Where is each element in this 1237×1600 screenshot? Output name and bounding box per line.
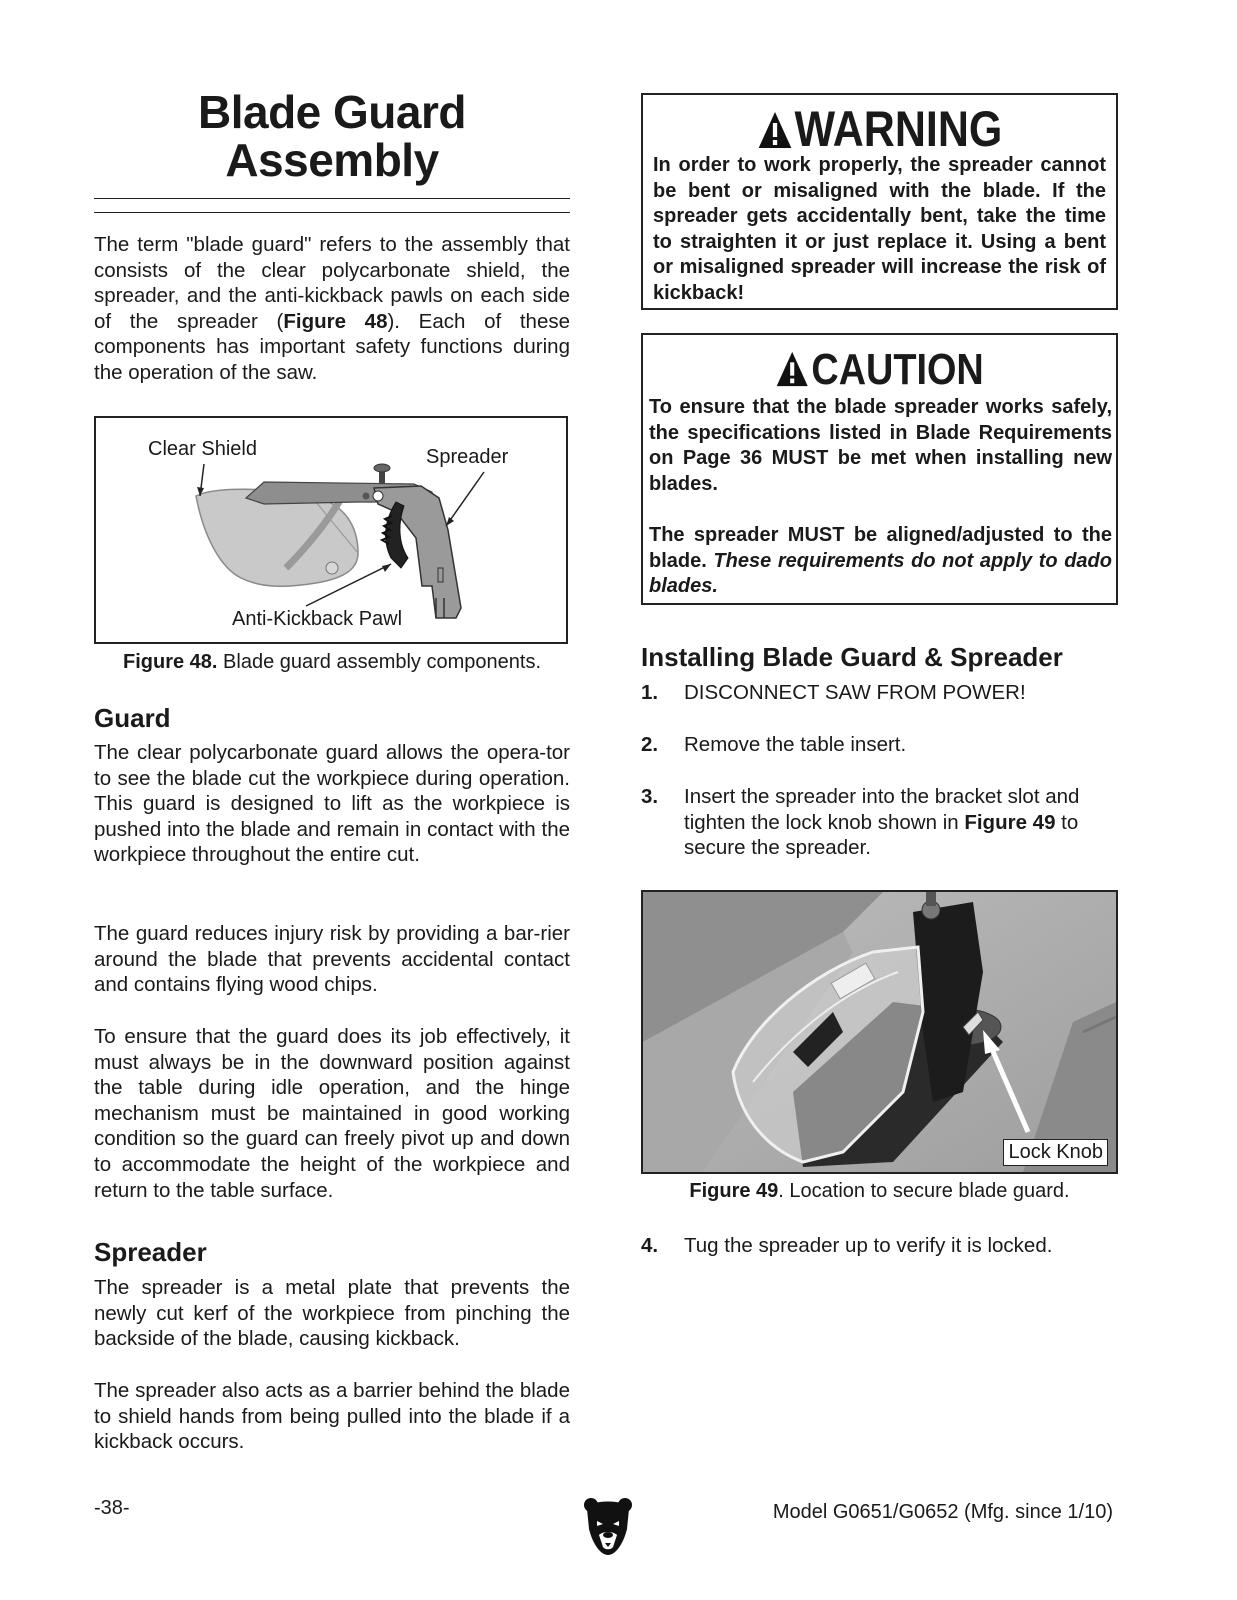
caution-text-1: To ensure that the blade spreader works safely, the specifications listed in Blade Requirements on Page 36 MUST be met when installing new blades. xyxy=(649,396,1112,495)
figure-48-caption-text: Blade guard assembly components. xyxy=(217,651,541,673)
figure-49 xyxy=(641,890,1118,1174)
figure-48-caption-label: Figure 48. xyxy=(123,651,218,673)
title-line-2: Assembly xyxy=(225,134,439,186)
caution-box xyxy=(641,333,1118,605)
caution-heading-text: CAUTION xyxy=(811,345,984,394)
bear-logo-icon xyxy=(583,1495,633,1557)
label-anti-kickback-pawl: Anti-Kickback Pawl xyxy=(232,608,403,630)
figure-48-caption xyxy=(94,651,570,674)
figure-49-caption-label: Figure 49 xyxy=(689,1180,779,1202)
step-number: 1. xyxy=(641,681,659,704)
spreader-body xyxy=(374,486,461,618)
step-number: 3. xyxy=(641,785,659,808)
title-line-1: Blade Guard xyxy=(197,86,466,138)
intro-figure-ref: Figure 48 xyxy=(283,309,388,333)
step-3-text-a: Insert the spreader into the bracket slot and tighten the lock knob shown in xyxy=(684,785,1080,834)
install-step-4 xyxy=(641,1233,1118,1259)
warning-text: In order to work properly, the spreader cannot be bent or misaligned with the blade. If the spreader gets accidentally bent, take the time to straighten it or just replace it. Using a bent or misaligned spreader will increase the risk of kickback! xyxy=(653,154,1106,304)
label-clear-shield: Clear Shield xyxy=(148,438,257,460)
page-title xyxy=(94,88,570,184)
title-rule-bottom xyxy=(94,212,570,213)
caution-heading xyxy=(676,343,1083,397)
guard-heading: Guard xyxy=(94,703,171,733)
caution-triangle-icon xyxy=(775,350,809,388)
step-number: 4. xyxy=(641,1234,659,1257)
step-text: DISCONNECT SAW FROM POWER! xyxy=(684,681,1026,704)
step-text: Tug the spreader up to verify it is locked. xyxy=(684,1234,1053,1257)
intro-paragraph xyxy=(94,232,570,386)
install-step-1 xyxy=(641,680,1118,706)
install-heading: Installing Blade Guard & Spreader xyxy=(641,642,1063,672)
caution-text-2 xyxy=(649,523,1112,600)
warning-box xyxy=(641,93,1118,310)
step-3-figure-ref: Figure 49 xyxy=(964,810,1056,834)
model-info: Model G0651/G0652 (Mfg. since 1/10) xyxy=(772,1501,1113,1523)
intro-text-a: The term "blade guard" refers to the assembly that consists of the clear polycarbonate shield, the spreader, and the anti-kickback pawls on each side of the spreader ( xyxy=(94,233,570,333)
spreader-paragraph-1: The spreader is a metal plate that prevents the newly cut kerf of the workpiece from pinching the backside of the blade, causing kickback. xyxy=(94,1276,570,1351)
lock-knob-photo xyxy=(643,892,1116,1172)
warning-heading-text: WARNING xyxy=(794,101,1003,157)
title-rule-top xyxy=(94,198,570,199)
caution-text-2-italic: These requirements do not apply to dado blades. xyxy=(649,549,1112,597)
step-text: Remove the table insert. xyxy=(684,733,907,756)
label-spreader: Spreader xyxy=(426,446,509,468)
caution-text-2-plain: The spreader MUST be aligned/adjusted to the blade. xyxy=(649,524,1112,572)
warning-triangle-icon xyxy=(757,110,793,150)
guard-paragraph-2: The guard reduces injury risk by providing a bar-rier around the blade that prevents accidental contact and contains flying wood chips. xyxy=(94,922,570,997)
figure-49-caption xyxy=(641,1180,1118,1203)
label-lock-knob: Lock Knob xyxy=(1003,1139,1108,1166)
install-step-3 xyxy=(641,784,1118,864)
install-step-2 xyxy=(641,732,1118,758)
step-3-text-b: to secure the spreader. xyxy=(684,810,1079,860)
guard-paragraph-3: To ensure that the guard does its job effectively, it must always be in the downward position against the table during idle operation, and the hinge mechanism must be maintained in good working condition so the guard can freely pivot up and down to accommodate the height of the workpiece and return to the table surface. xyxy=(94,1025,570,1202)
spreader-heading: Spreader xyxy=(94,1237,207,1267)
figure-48 xyxy=(94,416,568,644)
warning-heading xyxy=(676,101,1083,157)
step-text xyxy=(684,784,1118,861)
page-number: -38- xyxy=(94,1497,130,1519)
spreader-paragraph-2: The spreader also acts as a barrier behind the blade to shield hands from being pulled into the blade if a kickback occurs. xyxy=(94,1379,570,1454)
intro-text-b: ). Each of these components has important safety functions during the operation of the saw. xyxy=(94,309,570,384)
step-number: 2. xyxy=(641,733,659,756)
figure-49-caption-text: . Location to secure blade guard. xyxy=(778,1180,1070,1202)
guard-paragraph-1: The clear polycarbonate guard allows the opera-tor to see the blade cut the workpiece during operation. This guard is designed to lift as the workpiece is pushed into the blade and remain in contact with the workpiece throughout the entire cut. xyxy=(94,741,570,867)
